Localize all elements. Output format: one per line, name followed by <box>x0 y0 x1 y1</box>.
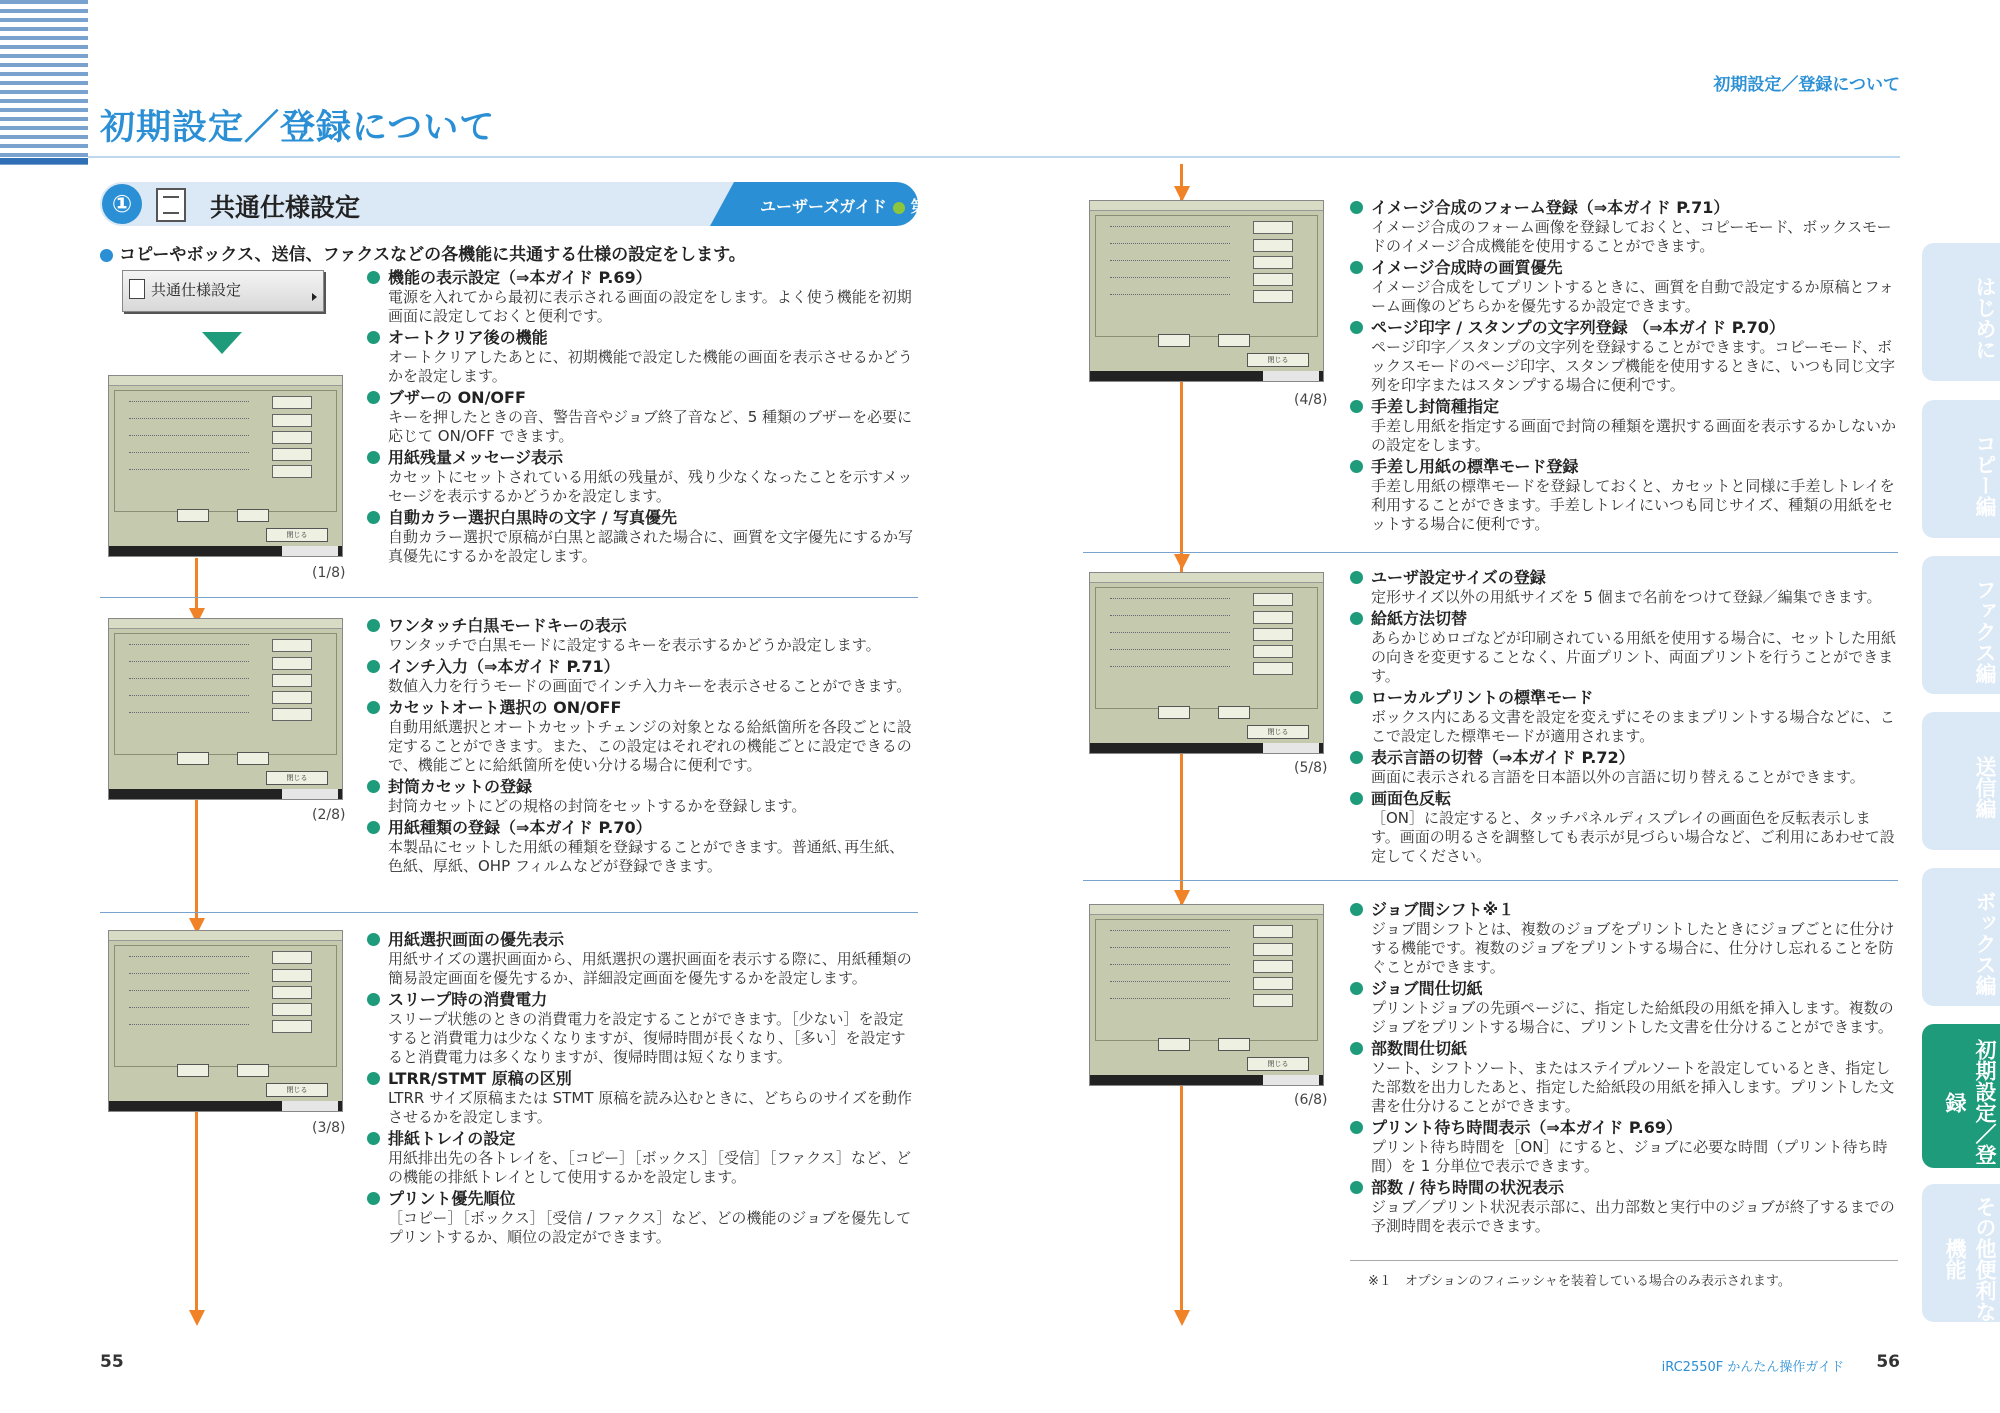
setting-desc: ボックス内にある文書を設定を変えずにそのままプリントする場合などに、ここで設定した標準モードが適用されます。 <box>1371 708 1895 745</box>
setting-title: 部数間仕切紙 <box>1350 1039 1898 1059</box>
setting-desc: 画面に表示される言語を日本語以外の言語に切り替えることができます。 <box>1371 768 1865 786</box>
setting-title: 用紙選択画面の優先表示 <box>367 930 915 950</box>
setting-desc: 定形サイズ以外の用紙サイズを 5 個まで名前をつけて登録／編集できます。 <box>1371 588 1882 606</box>
setting-item <box>1350 748 1898 787</box>
settings-screen-5 <box>1089 572 1324 754</box>
setting-title: ユーザ設定サイズの登録 <box>1350 568 1898 588</box>
setting-desc: 自動用紙選択とオートカセットチェンジの対象となる給紙箇所を各段ごとに設定することができます。また、この設定はそれぞれの機能ごとに設定できるので、機能ごとに給紙箇所を使い分ける場合に便利です。 <box>388 718 912 774</box>
setting-title: インチ入力（⇒本ガイド P.71） <box>367 657 915 677</box>
setting-title: カセットオート選択の ON/OFF <box>367 698 915 718</box>
section-title: 共通仕様設定 <box>210 193 361 222</box>
setting-item <box>367 818 915 876</box>
screen-page-ref: (4/8) <box>1294 392 1328 408</box>
screen-page-ref: (1/8) <box>312 565 346 581</box>
running-head: 初期設定／登録について <box>1713 75 1900 95</box>
setting-title: プリント優先順位 <box>367 1189 915 1209</box>
setting-item <box>367 1129 915 1187</box>
settings-sheet-icon <box>156 188 186 222</box>
setting-title: 給紙方法切替 <box>1350 609 1898 629</box>
setting-title: プリント待ち時間表示（⇒本ガイド P.69） <box>1350 1118 1898 1138</box>
setting-desc: カセットにセットされている用紙の残量が、残り少なくなったことを示すメッセージを表示するかどうかを設定します。 <box>388 468 913 505</box>
item-group-2 <box>367 616 915 878</box>
setting-title: 画面色反転 <box>1350 789 1898 809</box>
side-tab-other[interactable]: その他便利な機能 <box>1922 1184 2000 1322</box>
setting-item <box>1350 688 1898 746</box>
setting-item <box>1350 1039 1898 1116</box>
page-nav-up-button[interactable] <box>1218 1038 1250 1051</box>
setting-title: ローカルプリントの標準モード <box>1350 688 1898 708</box>
page-nav-down-button[interactable] <box>177 1064 209 1077</box>
page-number-left: 55 <box>100 1352 124 1372</box>
section-guide-ref <box>760 194 959 217</box>
setting-title: 手差し用紙の標準モード登録 <box>1350 457 1898 477</box>
setting-item <box>367 657 915 696</box>
item-group-5 <box>1350 568 1898 868</box>
setting-item <box>1350 900 1898 977</box>
item-group-4 <box>1350 198 1898 536</box>
setting-title: 自動カラー選択白黒時の文字 / 写真優先 <box>367 508 915 528</box>
setting-desc: スリープ状態のときの消費電力を設定することができます。［少ない］を設定すると消費電力は少なくなりますが、復帰時間が長くなり、［多い］を設定すると消費電力は多くなりますが、復帰時間は短くなります。 <box>388 1010 906 1066</box>
settings-sheet-icon <box>129 279 145 299</box>
setting-item <box>367 1069 915 1127</box>
settings-screen-3 <box>108 930 343 1112</box>
page-nav-down-button[interactable] <box>1158 706 1190 719</box>
setting-title: 部数 / 待ち時間の状況表示 <box>1350 1178 1898 1198</box>
side-tab-send[interactable]: 送信編 <box>1922 712 2000 850</box>
page-nav-up-button[interactable] <box>1218 334 1250 347</box>
setting-desc: ページ印字／スタンプの文字列を登録することができます。コピーモード、ボックスモードのページ印字、スタンプ機能を使用するときに、いつも同じ文字列を印字またはスタンプする場合に便利です。 <box>1371 338 1895 394</box>
setting-title: ジョブ間シフト※１ <box>1350 900 1898 920</box>
down-triangle-icon <box>202 332 242 354</box>
setting-desc: ワンタッチで白黒モードに設定するキーを表示するかどうか設定します。 <box>388 636 881 654</box>
setting-desc: あらかじめロゴなどが印刷されている用紙を使用する場合に、セットした用紙の向きを変更することなく、片面プリント、両面プリントを行うことができます。 <box>1371 629 1897 685</box>
setting-desc: ジョブ間シフトとは、複数のジョブをプリントしたときにジョブごとに仕分けする機能です。複数のジョブをプリントする場合に、仕分けし忘れることを防ぐことができます。 <box>1371 920 1895 976</box>
close-button[interactable]: 閉じる <box>266 771 328 785</box>
page-number-right: 56 <box>1876 1352 1900 1372</box>
setting-title: イメージ合成時の画質優先 <box>1350 258 1898 278</box>
page-nav-down-button[interactable] <box>1158 1038 1190 1051</box>
setting-title: 排紙トレイの設定 <box>367 1129 915 1149</box>
close-button[interactable]: 閉じる <box>1247 1057 1309 1071</box>
settings-screen-1 <box>108 375 343 557</box>
setting-desc: ［コピー］［ボックス］［受信 / ファクス］など、どの機能のジョブを優先してプリントするか、順位の設定ができます。 <box>388 1209 912 1246</box>
setting-item <box>367 268 915 326</box>
close-button[interactable]: 閉じる <box>1247 725 1309 739</box>
page-title: 初期設定／登録について <box>100 108 496 148</box>
setting-desc: プリント待ち時間を［ON］にすると、ジョブに必要な時間（プリント待ち時間）を 1 分単位で表示できます。 <box>1371 1138 1888 1175</box>
bullet-icon <box>100 249 113 262</box>
screen-page-ref: (6/8) <box>1294 1092 1328 1108</box>
setting-item <box>1350 609 1898 686</box>
setting-title: ページ印字 / スタンプの文字列登録 （⇒本ガイド P.70） <box>1350 318 1898 338</box>
settings-screen-4 <box>1089 200 1324 382</box>
setting-item <box>1350 198 1898 256</box>
setting-item <box>1350 979 1898 1037</box>
arrow-down-icon <box>189 1310 205 1326</box>
guide-name: iRC2550F かんたん操作ガイド <box>1661 1360 1844 1375</box>
side-tab-fax[interactable]: ファクス編 <box>1922 556 2000 694</box>
page-nav-down-button[interactable] <box>177 752 209 765</box>
setting-item <box>367 1189 915 1247</box>
setting-item <box>367 698 915 775</box>
corner-bar <box>0 158 88 164</box>
setting-item <box>1350 568 1898 607</box>
setting-title: ワンタッチ白黒モードキーの表示 <box>367 616 915 636</box>
setting-title: ブザーの ON/OFF <box>367 388 915 408</box>
setting-desc: 本製品にセットした用紙の種類を登録することができます。普通紙､再生紙、色紙、厚紙、OHP フィルムなどが登録できます。 <box>388 838 905 875</box>
setting-desc: ソート、シフトソート、またはステイプルソートを設定しているとき、指定した部数を出力したあと、指定した給紙段の用紙を挿入します。プリントした文書を仕分けることができます。 <box>1371 1059 1895 1115</box>
setting-desc: イメージ合成をしてプリントするときに、画質を自動で設定するか原稿とフォーム画像のどちらかを優先するか設定できます。 <box>1371 278 1894 315</box>
common-settings-button-label: 共通仕様設定 <box>151 281 242 299</box>
setting-item <box>367 990 915 1067</box>
setting-item <box>367 616 915 655</box>
setting-title: LTRR/STMT 原稿の区別 <box>367 1069 915 1089</box>
setting-desc: 用紙サイズの選択画面から、用紙選択の選択画面を表示する際に、用紙種類の簡易設定画面を優先するか、詳細設定画面を優先するかを設定します。 <box>388 950 912 987</box>
setting-item <box>367 448 915 506</box>
setting-title: スリープ時の消費電力 <box>367 990 915 1010</box>
setting-title: 表示言語の切替（⇒本ガイド P.72） <box>1350 748 1898 768</box>
page-nav-up-button[interactable] <box>237 752 269 765</box>
setting-item <box>1350 1118 1898 1176</box>
setting-desc: 封筒カセットにどの規格の封筒をセットするかを登録します。 <box>388 797 807 815</box>
setting-item <box>367 388 915 446</box>
setting-desc: 数値入力を行うモードの画面でインチ入力キーを表示させることができます。 <box>388 677 912 695</box>
arrow-down-icon <box>1174 554 1190 570</box>
item-group-1 <box>367 268 915 568</box>
triangle-right-icon <box>312 293 317 301</box>
close-button[interactable]: 閉じる <box>1247 353 1309 367</box>
setting-desc: 手差し用紙の標準モードを登録しておくと、カセットと同様に手差しトレイを利用することができます。手差しトレイにいつも同じサイズ、種類の用紙をセットする場合に便利です。 <box>1371 477 1895 533</box>
footnote: ※１ オプションのフィニッシャを装着している場合のみ表示されます。 <box>1368 1274 1791 1289</box>
setting-desc: 電源を入れてから最初に表示される画面の設定をします。よく使う機能を初期画面に設定しておくと便利です。 <box>388 288 912 325</box>
setting-item <box>1350 318 1898 395</box>
setting-desc: ジョブ／プリント状況表示部に、出力部数と実行中のジョブが終了するまでの予測時間を表示できます。 <box>1371 1198 1895 1235</box>
setting-desc: 手差し用紙を指定する画面で封筒の種類を選択する画面を表示するかしないかの設定をします。 <box>1371 417 1897 454</box>
corner-stripes <box>0 0 88 165</box>
screen-page-ref: (5/8) <box>1294 760 1328 776</box>
common-settings-button[interactable] <box>122 270 324 312</box>
setting-title: 封筒カセットの登録 <box>367 777 915 797</box>
setting-desc: オートクリアしたあとに、初期機能で設定した機能の画面を表示させるかどうかを設定します。 <box>388 348 913 385</box>
setting-title: ジョブ間仕切紙 <box>1350 979 1898 999</box>
setting-item <box>1350 397 1898 455</box>
side-tab-intro[interactable]: はじめに <box>1922 243 2000 381</box>
setting-title: 用紙残量メッセージ表示 <box>367 448 915 468</box>
setting-item <box>367 777 915 816</box>
setting-desc: LTRR サイズ原稿または STMT 原稿を読み込むときに、どちらのサイズを動作させるかを設定します。 <box>388 1089 912 1126</box>
section-number: ① <box>102 184 142 224</box>
setting-title: イメージ合成のフォーム登録（⇒本ガイド P.71） <box>1350 198 1898 218</box>
setting-item <box>1350 457 1898 534</box>
guide-dot-icon <box>893 202 905 214</box>
page-nav-down-button[interactable] <box>177 509 209 522</box>
group-divider <box>100 912 918 913</box>
group-divider <box>100 597 918 598</box>
arrow-down-icon <box>1174 1310 1190 1326</box>
intro-text <box>100 240 746 265</box>
setting-desc: 用紙排出先の各トレイを、［コピー］［ボックス］［受信］［ファクス］など、どの機能の排紙トレイとして使用するかを設定します。 <box>388 1149 912 1186</box>
setting-title: 手差し封筒種指定 <box>1350 397 1898 417</box>
side-tab-box[interactable]: ボックス編 <box>1922 868 2000 1006</box>
setting-item <box>1350 789 1898 866</box>
group-divider <box>1083 552 1898 553</box>
side-tab-copy[interactable]: コピー編 <box>1922 400 2000 538</box>
close-button[interactable]: 閉じる <box>266 1083 328 1097</box>
section-header <box>100 182 959 226</box>
setting-title: 用紙種類の登録（⇒本ガイド P.70） <box>367 818 915 838</box>
footnote-divider <box>1350 1260 1898 1261</box>
setting-item <box>367 328 915 386</box>
setting-title: 機能の表示設定（⇒本ガイド P.69） <box>367 268 915 288</box>
guide-label: ユーザーズガイド <box>760 197 887 216</box>
item-group-3 <box>367 930 915 1249</box>
group-divider <box>1083 880 1898 881</box>
item-group-6 <box>1350 900 1898 1238</box>
setting-item <box>1350 1178 1898 1236</box>
chapter-label: 第４章 <box>910 197 959 216</box>
setting-desc: キーを押したときの音、警告音やジョブ終了音など、5 種類のブザーを必要に応じて ON/OFF できます。 <box>388 408 913 445</box>
close-button[interactable]: 閉じる <box>266 528 328 542</box>
screen-page-ref: (3/8) <box>312 1120 346 1136</box>
setting-item <box>367 508 915 566</box>
settings-screen-2 <box>108 618 343 800</box>
title-divider <box>88 156 1900 158</box>
setting-desc: 自動カラー選択で原稿が白黒と認識された場合に、画質を文字優先にするか写真優先にするかを設定します。 <box>388 528 914 565</box>
intro-label: コピーやボックス、送信、ファクスなどの各機能に共通する仕様の設定をします。 <box>119 245 746 265</box>
screen-page-ref: (2/8) <box>312 807 346 823</box>
page-nav-up-button[interactable] <box>237 1064 269 1077</box>
page-nav-down-button[interactable] <box>1158 334 1190 347</box>
setting-desc: ［ON］に設定すると、タッチパネルディスプレイの画面色を反転表示します。画面の明るさを調整しても表示が見づらい場合など、ご利用にあわせて設定してください。 <box>1371 809 1895 865</box>
setting-desc: イメージ合成のフォーム画像を登録しておくと、コピーモード、ボックスモードのイメージ合成機能を使用することができます。 <box>1371 218 1892 255</box>
page-nav-up-button[interactable] <box>1218 706 1250 719</box>
setting-desc: プリントジョブの先頭ページに、指定した給紙段の用紙を挿入します。複数のジョブをプリントする場合に、プリントした文書を仕分けることができます。 <box>1371 999 1894 1036</box>
setting-title: オートクリア後の機能 <box>367 328 915 348</box>
side-tab-settings[interactable]: 初期設定／登録 <box>1922 1024 2000 1168</box>
settings-screen-6 <box>1089 904 1324 1086</box>
setting-item <box>1350 258 1898 316</box>
page-nav-up-button[interactable] <box>237 509 269 522</box>
setting-item <box>367 930 915 988</box>
